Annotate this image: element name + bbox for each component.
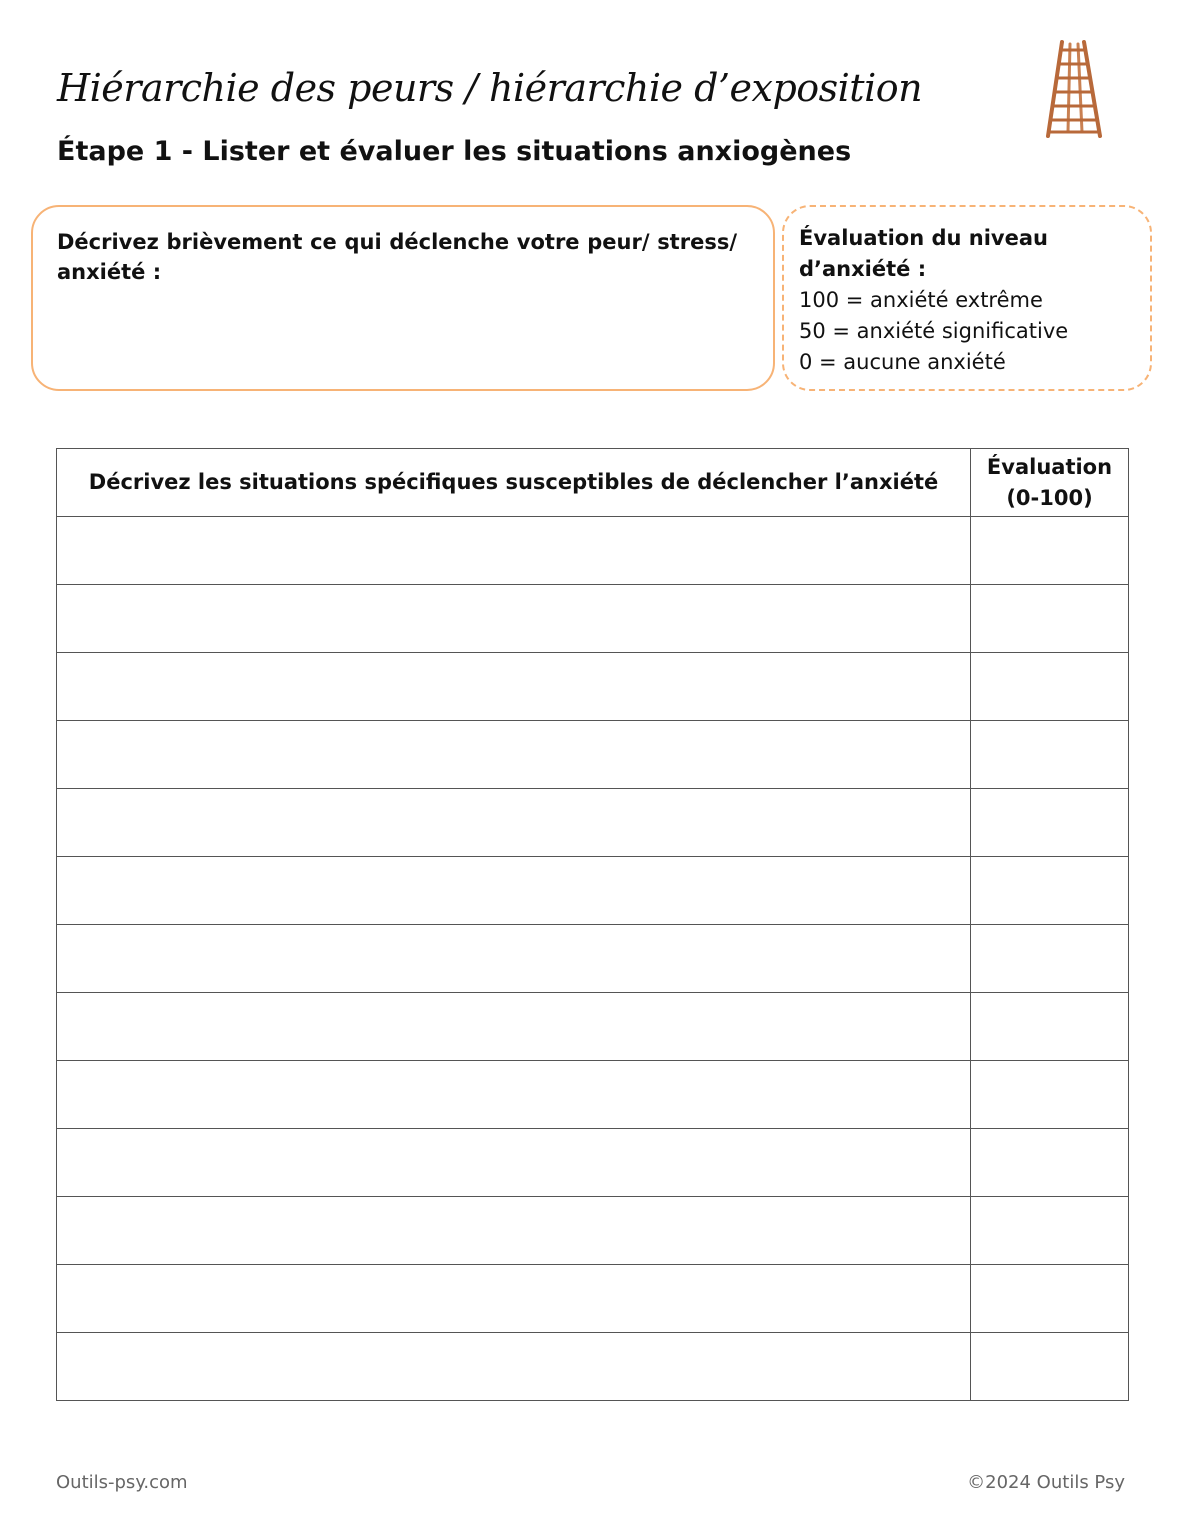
column-header-rating: Évaluation (0-100) bbox=[971, 449, 1129, 517]
table-row bbox=[57, 653, 1129, 721]
rating-cell[interactable] bbox=[971, 653, 1129, 721]
trigger-description-box[interactable] bbox=[31, 205, 775, 391]
rating-cell[interactable] bbox=[971, 1265, 1129, 1333]
situation-cell[interactable] bbox=[57, 857, 971, 925]
table-row bbox=[57, 721, 1129, 789]
rating-cell[interactable] bbox=[971, 1333, 1129, 1401]
table-row bbox=[57, 517, 1129, 585]
table-row bbox=[57, 993, 1129, 1061]
rating-cell[interactable] bbox=[971, 789, 1129, 857]
situation-cell[interactable] bbox=[57, 1129, 971, 1197]
situation-cell[interactable] bbox=[57, 789, 971, 857]
rating-cell[interactable] bbox=[971, 857, 1129, 925]
footer-website: Outils-psy.com bbox=[56, 1472, 188, 1493]
situation-cell[interactable] bbox=[57, 925, 971, 993]
situation-cell[interactable] bbox=[57, 721, 971, 789]
table-row bbox=[57, 857, 1129, 925]
situation-cell[interactable] bbox=[57, 653, 971, 721]
situation-cell[interactable] bbox=[57, 1265, 971, 1333]
rating-cell[interactable] bbox=[971, 1129, 1129, 1197]
table-row bbox=[57, 1061, 1129, 1129]
ladder-icon bbox=[1040, 40, 1108, 140]
table-row bbox=[57, 1129, 1129, 1197]
situation-cell[interactable] bbox=[57, 1333, 971, 1401]
table-row bbox=[57, 585, 1129, 653]
situation-cell[interactable] bbox=[57, 1197, 971, 1265]
rating-cell[interactable] bbox=[971, 1061, 1129, 1129]
column-header-situation: Décrivez les situations spécifiques susceptibles de déclencher l’anxiété bbox=[57, 449, 971, 517]
situations-table-body bbox=[57, 517, 1129, 1401]
situation-cell[interactable] bbox=[57, 517, 971, 585]
situation-cell[interactable] bbox=[57, 1061, 971, 1129]
rating-cell[interactable] bbox=[971, 993, 1129, 1061]
scale-item-100: 100 = anxiété extrême bbox=[799, 288, 1043, 312]
step-subtitle: Étape 1 - Lister et évaluer les situations anxiogènes bbox=[57, 136, 852, 167]
anxiety-scale-heading: Évaluation du niveau d’anxiété : bbox=[799, 226, 1048, 281]
rating-cell[interactable] bbox=[971, 585, 1129, 653]
table-row bbox=[57, 925, 1129, 993]
scale-item-0: 0 = aucune anxiété bbox=[799, 350, 1006, 374]
scale-item-50: 50 = anxiété significative bbox=[799, 319, 1069, 343]
table-row bbox=[57, 1265, 1129, 1333]
trigger-description-prompt: Décrivez brièvement ce qui déclenche votre peur/ stress/ anxiété : bbox=[57, 230, 737, 284]
page-title: Hiérarchie des peurs / hiérarchie d’exposition bbox=[57, 66, 923, 110]
table-header-row bbox=[57, 449, 1129, 517]
situations-table bbox=[56, 448, 1129, 1401]
table-row bbox=[57, 789, 1129, 857]
footer-copyright: ©2024 Outils Psy bbox=[967, 1472, 1125, 1493]
rating-cell[interactable] bbox=[971, 925, 1129, 993]
anxiety-scale-box bbox=[782, 205, 1152, 391]
table-row bbox=[57, 1333, 1129, 1401]
situation-cell[interactable] bbox=[57, 993, 971, 1061]
rating-cell[interactable] bbox=[971, 1197, 1129, 1265]
table-row bbox=[57, 1197, 1129, 1265]
situation-cell[interactable] bbox=[57, 585, 971, 653]
rating-cell[interactable] bbox=[971, 721, 1129, 789]
rating-cell[interactable] bbox=[971, 517, 1129, 585]
